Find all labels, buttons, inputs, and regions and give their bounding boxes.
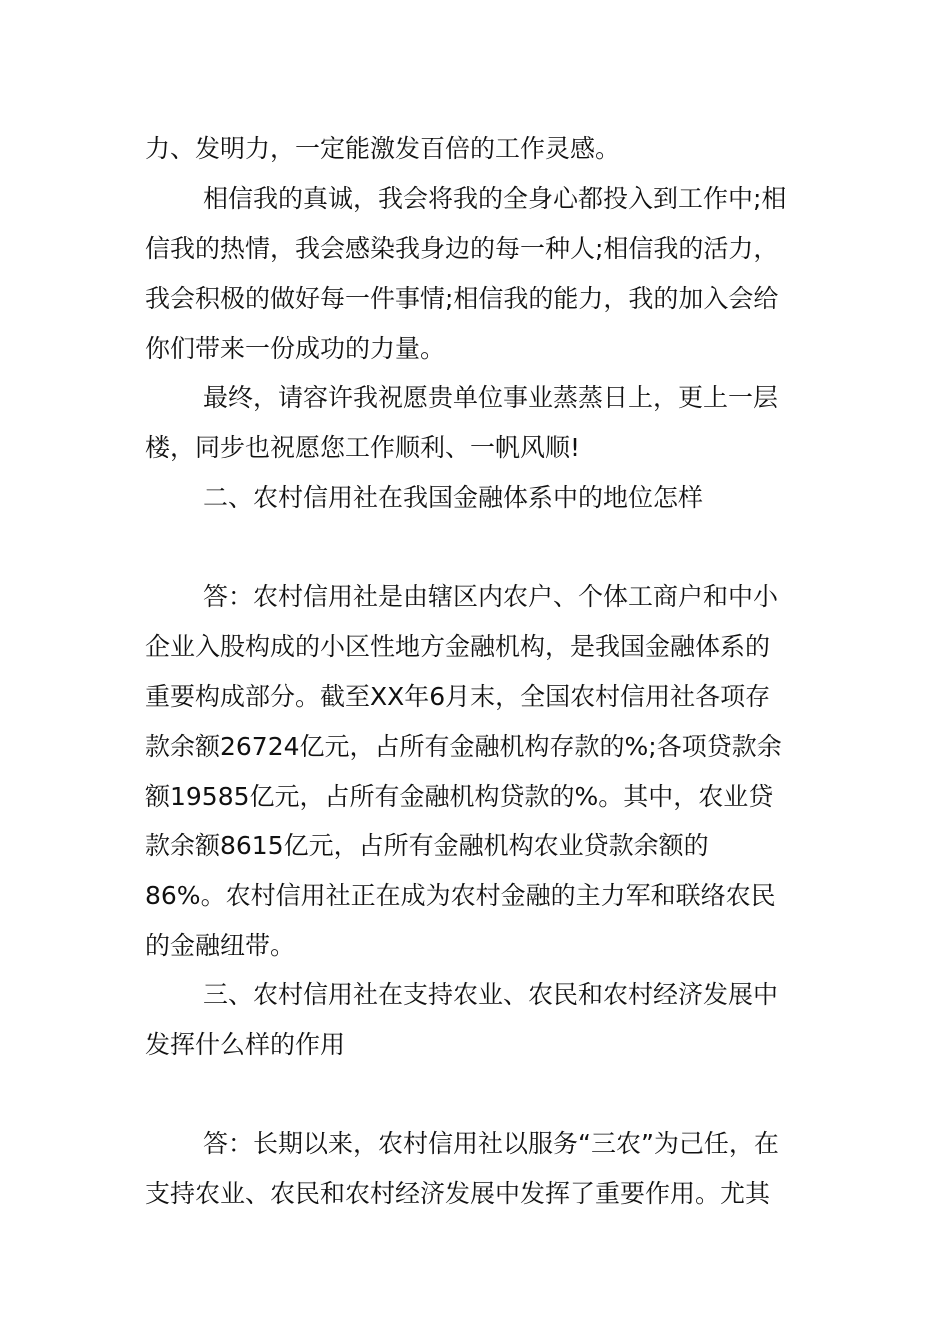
- text-line: 力、发明力，一定能激发百倍的工作灵感。: [145, 134, 621, 163]
- text-line: 楼，同步也祝愿您工作顺利、一帆风顺!: [145, 433, 581, 462]
- text-line: 额19585亿元，占所有金融机构贷款的%。其中，农业贷: [145, 782, 774, 811]
- text-line: 答：农村信用社是由辖区内农户、个体工商户和中小: [203, 582, 779, 611]
- text-line: 款余额26724亿元，占所有金融机构存款的%;各项贷款余: [145, 732, 782, 761]
- text-line: 我会积极的做好每一件事情;相信我的能力，我的加入会给: [145, 284, 779, 313]
- text-line: 答：长期以来，农村信用社以服务“三农”为己任，在: [203, 1129, 779, 1158]
- text-line: 的金融纽带。: [145, 931, 296, 960]
- section-heading-continuation: 发挥什么样的作用: [145, 1030, 346, 1059]
- text-line: 支持农业、农民和农村经济发展中发挥了重要作用。尤其: [145, 1179, 771, 1208]
- section-heading: 三、农村信用社在支持农业、农民和农村经济发展中: [203, 980, 779, 1009]
- text-line: 款余额8615亿元，占所有金融机构农业贷款余额的: [145, 831, 709, 860]
- text-line: 企业入股构成的小区性地方金融机构，是我国金融体系的: [145, 632, 771, 661]
- text-line: 最终，请容许我祝愿贵单位事业蒸蒸日上，更上一层: [203, 383, 779, 412]
- text-line: 相信我的真诚，我会将我的全身心都投入到工作中;相: [203, 184, 787, 213]
- section-heading: 二、农村信用社在我国金融体系中的地位怎样: [203, 483, 704, 512]
- text-line: 86%。农村信用社正在成为农村金融的主力军和联络农民: [145, 881, 776, 910]
- text-line: 你们带来一份成功的力量。: [145, 334, 446, 363]
- text-line: 重要构成部分。截至XX年6月末，全国农村信用社各项存: [145, 682, 771, 711]
- text-line: 信我的热情，我会感染我身边的每一种人;相信我的活力，: [145, 234, 779, 263]
